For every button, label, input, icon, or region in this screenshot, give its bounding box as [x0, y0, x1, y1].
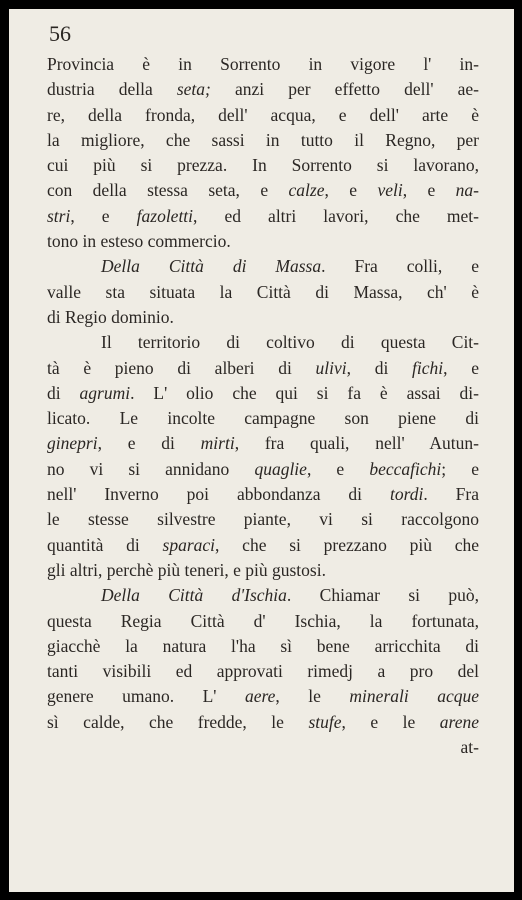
text-run: arene: [439, 711, 479, 732]
text-run: seta;: [176, 79, 211, 100]
text-run: fazoletti: [136, 205, 194, 226]
text-line: [47, 634, 479, 659]
text-line: [47, 558, 479, 583]
text-line: [47, 153, 479, 178]
text-line: [47, 229, 479, 254]
text-run: di: [47, 382, 80, 403]
text-line: [47, 710, 479, 735]
text-line: [47, 583, 479, 608]
text-run: , ed altri lavori, che met-: [193, 205, 479, 226]
text-run: gli altri, perchè più teneri, e più gustosi.: [47, 559, 326, 580]
text-run: genere umano. L': [47, 686, 245, 707]
text-line: [47, 330, 479, 355]
text-run: valle sta situata la Città di Massa, ch' è: [47, 281, 479, 302]
text-run: , e: [306, 458, 370, 479]
text-run: quaglie: [254, 458, 307, 479]
text-line: [47, 735, 479, 760]
text-run: , fra quali, nell' Autun-: [234, 433, 479, 454]
text-run: stri: [47, 205, 71, 226]
text-run: . Fra colli, e: [321, 256, 479, 277]
text-run: giacchè la natura l'ha sì bene arricchita di: [47, 635, 479, 656]
text-run: , e le: [341, 711, 440, 732]
text-run: Il territorio di coltivo di questa Cit-: [101, 332, 479, 353]
text-line: [47, 305, 479, 330]
text-run: . Chiamar si può,: [286, 585, 479, 606]
text-run: la migliore, che sassi in tutto il Regno, per: [47, 129, 479, 150]
text-run: , e di: [97, 433, 201, 454]
text-run: ; e: [441, 458, 479, 479]
text-run: ginepri: [47, 433, 98, 454]
text-run: agrumi: [79, 382, 131, 403]
text-run: nell' Inverno poi abbondanza di: [47, 484, 390, 505]
text-line: [47, 204, 479, 229]
text-line: [47, 77, 479, 102]
text-run: tà è pieno di alberi di: [47, 357, 316, 378]
text-line: [47, 52, 479, 77]
text-run: minerali acque: [349, 686, 480, 707]
text-run: tono in esteso commercio.: [47, 231, 231, 252]
text-run: licato. Le incolte campagne son piene di: [47, 408, 479, 429]
text-run: Provincia è in Sorrento in vigore l' in-: [47, 54, 479, 74]
text-line: [47, 507, 479, 532]
text-run: re, della fronda, dell' acqua, e dell' arte è: [47, 104, 479, 125]
page-number: 56: [49, 21, 71, 46]
text-line: [47, 254, 479, 279]
text-line: [47, 457, 479, 482]
text-run: , che si prezzano più che: [215, 534, 479, 555]
text-line: [47, 103, 479, 128]
text-line: [47, 280, 479, 305]
text-run: . Fra: [423, 484, 479, 505]
text-run: sì calde, che fredde, le: [47, 711, 309, 732]
text-run: dustria della: [47, 79, 177, 100]
text-line: [47, 356, 479, 381]
text-run: . L' olio che qui si fa è assai di-: [130, 382, 479, 403]
text-run: veli: [377, 180, 403, 201]
book-page: [9, 9, 514, 892]
text-line: [47, 178, 479, 203]
text-line: [47, 482, 479, 507]
text-run: le stesse silvestre piante, vi si raccolgono: [47, 509, 479, 530]
text-run: quantità di: [47, 534, 163, 555]
text-run: con della stessa seta, e: [47, 180, 289, 201]
text-run: aere: [244, 686, 276, 707]
text-run: calze: [288, 180, 325, 201]
text-line: [47, 406, 479, 431]
text-run: , e: [70, 205, 137, 226]
text-run: beccafichi: [369, 458, 442, 479]
text-run: fichi: [412, 357, 444, 378]
text-line: [47, 659, 479, 684]
text-run: Della Città di Massa: [101, 256, 322, 277]
text-run: sparaci: [162, 534, 216, 555]
text-run: Della Città d'Ischia: [101, 585, 287, 606]
text-run: stufe: [308, 711, 342, 732]
text-run: , e: [402, 180, 456, 201]
text-run: tordi: [389, 484, 424, 505]
text-run: , e: [324, 180, 378, 201]
text-run: questa Regia Città d' Ischia, la fortunata,: [47, 610, 479, 631]
text-line: [47, 533, 479, 558]
text-line: [47, 381, 479, 406]
text-run: , di: [346, 357, 413, 378]
text-run: na-: [455, 180, 479, 201]
text-run: tanti visibili ed approvati rimedj a pro del: [47, 661, 479, 682]
text-line: [47, 431, 479, 456]
text-line: [47, 609, 479, 634]
text-run: at-: [460, 737, 479, 758]
text-run: cui più si prezza. In Sorrento si lavorano,: [47, 155, 479, 176]
page-text: [47, 52, 479, 760]
text-line: [47, 128, 479, 153]
text-run: , le: [275, 686, 350, 707]
text-line: [47, 684, 479, 709]
text-run: ulivi: [315, 357, 347, 378]
text-run: mirti: [200, 433, 235, 454]
text-run: di Regio dominio.: [47, 306, 174, 327]
text-run: , e: [443, 357, 479, 378]
text-run: no vi si annidano: [47, 458, 255, 479]
text-run: anzi per effetto dell' ae-: [210, 79, 479, 100]
